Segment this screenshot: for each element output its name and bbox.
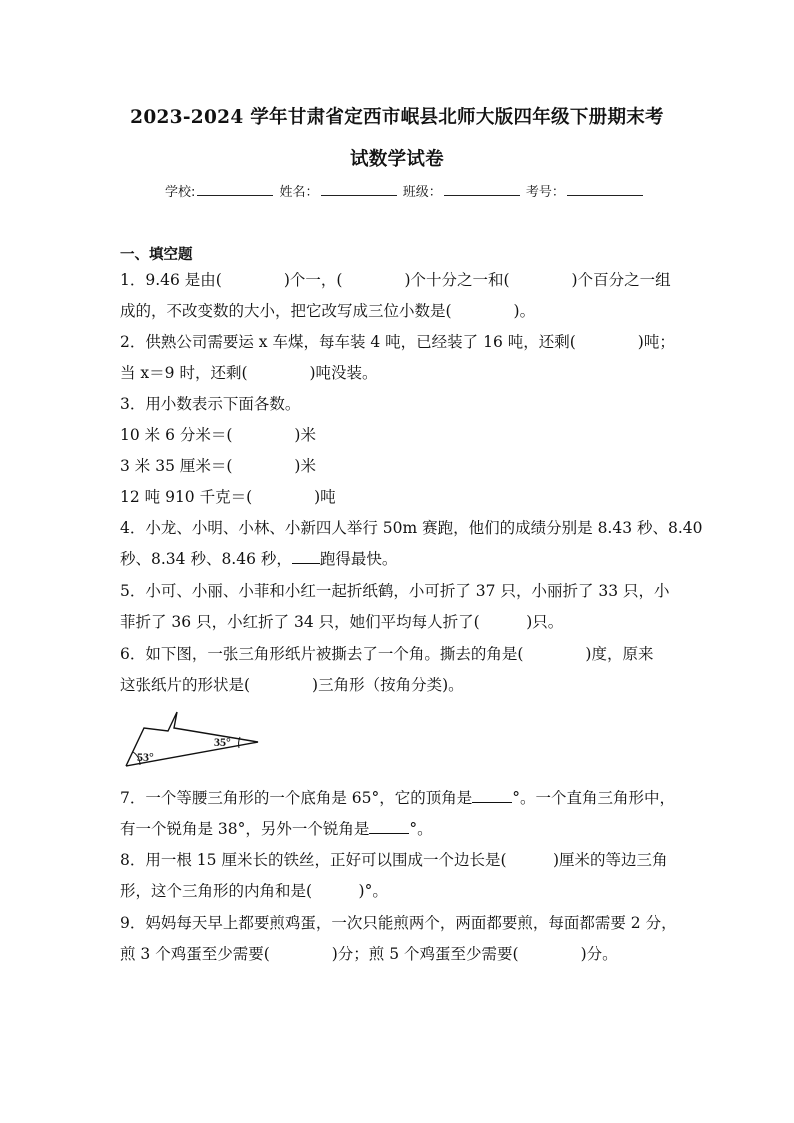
question-4-line-1: 4．小龙、小明、小林、小新四人举行 50m 赛跑，他们的成绩分别是 8.43 秒、8.40 [120,519,703,537]
question-9-line-2: 煎 3 个鸡蛋至少需要( )分；煎 5 个鸡蛋至少需要( )分。 [120,945,618,963]
page-title: 2023-2024 学年甘肃省定西市岷县北师大版四年级下册期末考 [130,107,664,128]
angle-label-35: 35° [214,735,231,749]
question-2-line-1: 2．供熟公司需要运 x 车煤，每车装 4 吨，已经装了 16 吨，还剩( )吨； [120,333,675,351]
exam-no-field[interactable] [567,183,643,196]
angle-label-53: 53° [137,750,154,764]
question-3-line-4: 12 吨 910 千克＝( )吨 [120,488,336,506]
question-3-line-3: 3 米 35 厘米＝( )米 [120,457,316,475]
question-3-line-1: 3．用小数表示下面各数。 [120,395,301,413]
question-5-line-1: 5．小可、小丽、小菲和小红一起折纸鹤，小可折了 37 只，小丽折了 33 只，小 [120,582,670,600]
question-4-answer-blank[interactable] [292,549,320,564]
question-7-text-b: °。一个直角三角形中， [512,789,676,807]
page-title-line2: 试数学试卷 [349,149,444,170]
name-label: 姓名： [279,185,319,200]
question-7-text-a: 7．一个等腰三角形的一个底角是 65°，它的顶角是 [120,789,473,807]
school-label: 学校: [165,185,196,200]
question-2-line-2: 当 x＝9 时，还剩( )吨没装。 [120,364,378,382]
question-5-line-2: 菲折了 36 只，小红折了 34 只，她们平均每人折了( )只。 [120,613,564,631]
question-4-line-2 [120,549,397,569]
student-info-row [165,181,645,200]
question-8-line-1: 8．用一根 15 厘米长的铁丝，正好可以围成一个边长是( )厘米的等边三角 [120,851,668,869]
section-heading: 一、填空题 [120,246,193,263]
question-7-blank-1[interactable] [472,788,512,803]
question-9-line-1: 9．妈妈每天早上都要煎鸡蛋，一次只能煎两个，两面都要煎，每面都需要 2 分， [120,914,677,932]
class-label: 班级： [402,185,442,200]
question-7-text-c: 有一个锐角是 38°，另外一个锐角是 [120,820,370,838]
torn-triangle-figure [122,708,264,770]
question-8-line-2: 形，这个三角形的内角和是( )°。 [120,882,388,900]
question-3-line-2: 10 米 6 分米＝( )米 [120,426,316,444]
question-7-line-1 [120,788,675,808]
school-field[interactable] [197,183,273,196]
question-1-line-2: 成的，不改变数的大小，把它改写成三位小数是( )。 [120,302,536,320]
class-field[interactable] [444,183,520,196]
question-7-line-2 [120,819,433,839]
question-6-line-2: 这张纸片的形状是( )三角形（按角分类)。 [120,676,464,694]
question-6-line-1: 6．如下图，一张三角形纸片被撕去了一个角。撕去的角是( )度，原来 [120,645,654,663]
question-4-text-b: 跑得最快。 [319,550,398,568]
question-7-text-d: °。 [409,820,433,838]
question-1-line-1: 1．9.46 是由( )个一，( )个十分之一和( )个百分之一组 [120,271,671,289]
question-4-text-a: 秒、8.34 秒、8.46 秒， [120,550,292,568]
exam-no-label: 考号： [525,185,565,200]
question-7-blank-2[interactable] [369,819,409,834]
name-field[interactable] [321,183,397,196]
